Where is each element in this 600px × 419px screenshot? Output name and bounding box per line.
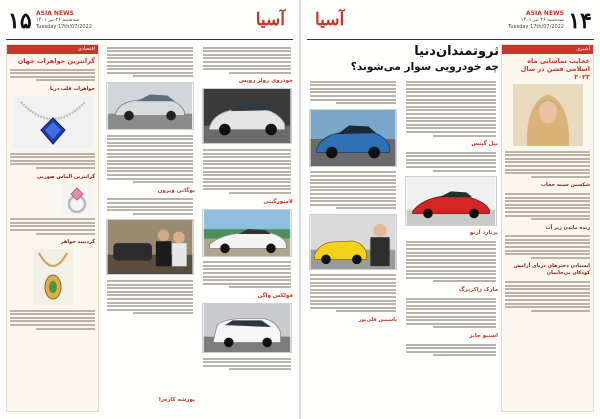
two-men-car-image [106,219,194,275]
right-column-left [307,78,399,412]
section-heading: بوگاتی ویرون [157,187,195,194]
page-number-right: ۱۴ [568,8,592,34]
date-fa: سه‌شنبه ۲۶ تیر ۱۴۰۱ [520,17,564,23]
sidebar-title: گرانترین جواهرات جهان [17,57,95,65]
brand-label: ASIA NEWS [526,10,564,17]
right-header-meta [508,10,564,31]
section-heading: پورشه کاره‌را [158,397,195,403]
pink-diamond-ring-image [62,184,92,214]
left-header-meta [36,10,92,31]
sidebar-text [502,148,593,180]
gold-necklace-image [33,249,73,305]
sidebar-text [502,190,593,222]
sidebar-subhead: زنده ماندن زیر آب [545,224,590,231]
left-column-middle [104,44,196,412]
right-page [301,0,600,419]
sidebar-subhead: ایستادن دخترهای دریای آرامش کودکان بی‌خانمان [513,263,590,277]
sidebar-text [502,278,593,314]
necklace-blue-image [13,96,93,148]
article-text [307,169,399,212]
article-text [104,196,196,218]
headline-line-2: چه خودرویی سوار می‌شوند؟ [350,61,499,73]
white-volkswagen-image [202,303,292,353]
author-credit: یاسمین قلی‌پور [358,317,397,323]
date-en: Tuesday 17th/07/2022 [508,24,564,30]
section-heading: بیل گیتس [471,141,498,148]
headline-line-1: ثروتمندان‌دنیا [414,44,499,59]
sidebar-tag: اقتصادی [7,45,98,54]
article-text [200,44,294,76]
sidebar-text [7,216,98,238]
section-heading: فولکس واگن [257,293,293,299]
article-text [200,146,294,196]
sidebar-title: عجایب‌ تماشایی ماه‌ اسلامی فشن در سال ۲۰۲۲ [520,57,590,81]
date-fa: سه‌شنبه ۲۶ تیر ۱۴۰۱ [36,17,80,23]
logo: آسیا [255,10,285,30]
right-sidebar [501,44,594,412]
article-text [403,78,499,139]
sidebar-subhead: گردنبند جواهر [60,239,95,246]
sidebar-text [7,307,98,332]
section-heading: مارک زاکربرگ [459,286,498,293]
logo: آسیا [315,10,345,30]
sidebar-subhead: شکستن سینه حجاب [540,182,590,189]
section-heading: لامبورگینی [263,198,293,205]
article-text [403,149,499,174]
section-heading: خودروی رولز رویس [238,78,293,85]
silver-mercedes-image [202,88,292,144]
article-text [200,259,294,291]
left-extra-section [104,395,196,405]
sidebar-subhead: جواهرات قلب دریا [49,85,95,92]
sidebar-text [7,150,98,172]
article-text [307,78,399,107]
hijab-woman-image [513,84,583,146]
sidebar-text [7,66,98,84]
right-column-middle [403,78,499,412]
article-text [200,355,294,373]
sidebar-tag: آشپزی [502,45,593,54]
sidebar-text [502,233,593,262]
article-text [104,277,196,317]
right-page-header [307,6,594,40]
article-text [403,295,499,331]
white-lamborghini-image [202,209,292,257]
red-porsche-image [405,176,497,226]
left-page [0,0,299,419]
section-heading: برنارد آرنو [469,230,498,237]
article-text [403,341,499,359]
blue-ford-image [309,109,397,167]
main-headline [307,44,499,74]
yellow-car-man-image [309,214,397,270]
silver-cadillac-image [106,82,194,130]
article-text [104,132,196,186]
left-sidebar [6,44,99,412]
article-text [307,272,399,315]
sidebar-subhead: گرانترین الماس صورتی [36,173,95,180]
left-column-right [200,44,294,412]
date-en: Tuesday 17th/07/2022 [36,24,92,30]
article-text [403,238,499,285]
page-number-left: ۱۵ [8,8,32,34]
brand-label: ASIA NEWS [36,10,74,17]
section-heading: استیو جابز [469,332,498,339]
left-page-header [6,6,293,40]
article-text [104,44,196,80]
